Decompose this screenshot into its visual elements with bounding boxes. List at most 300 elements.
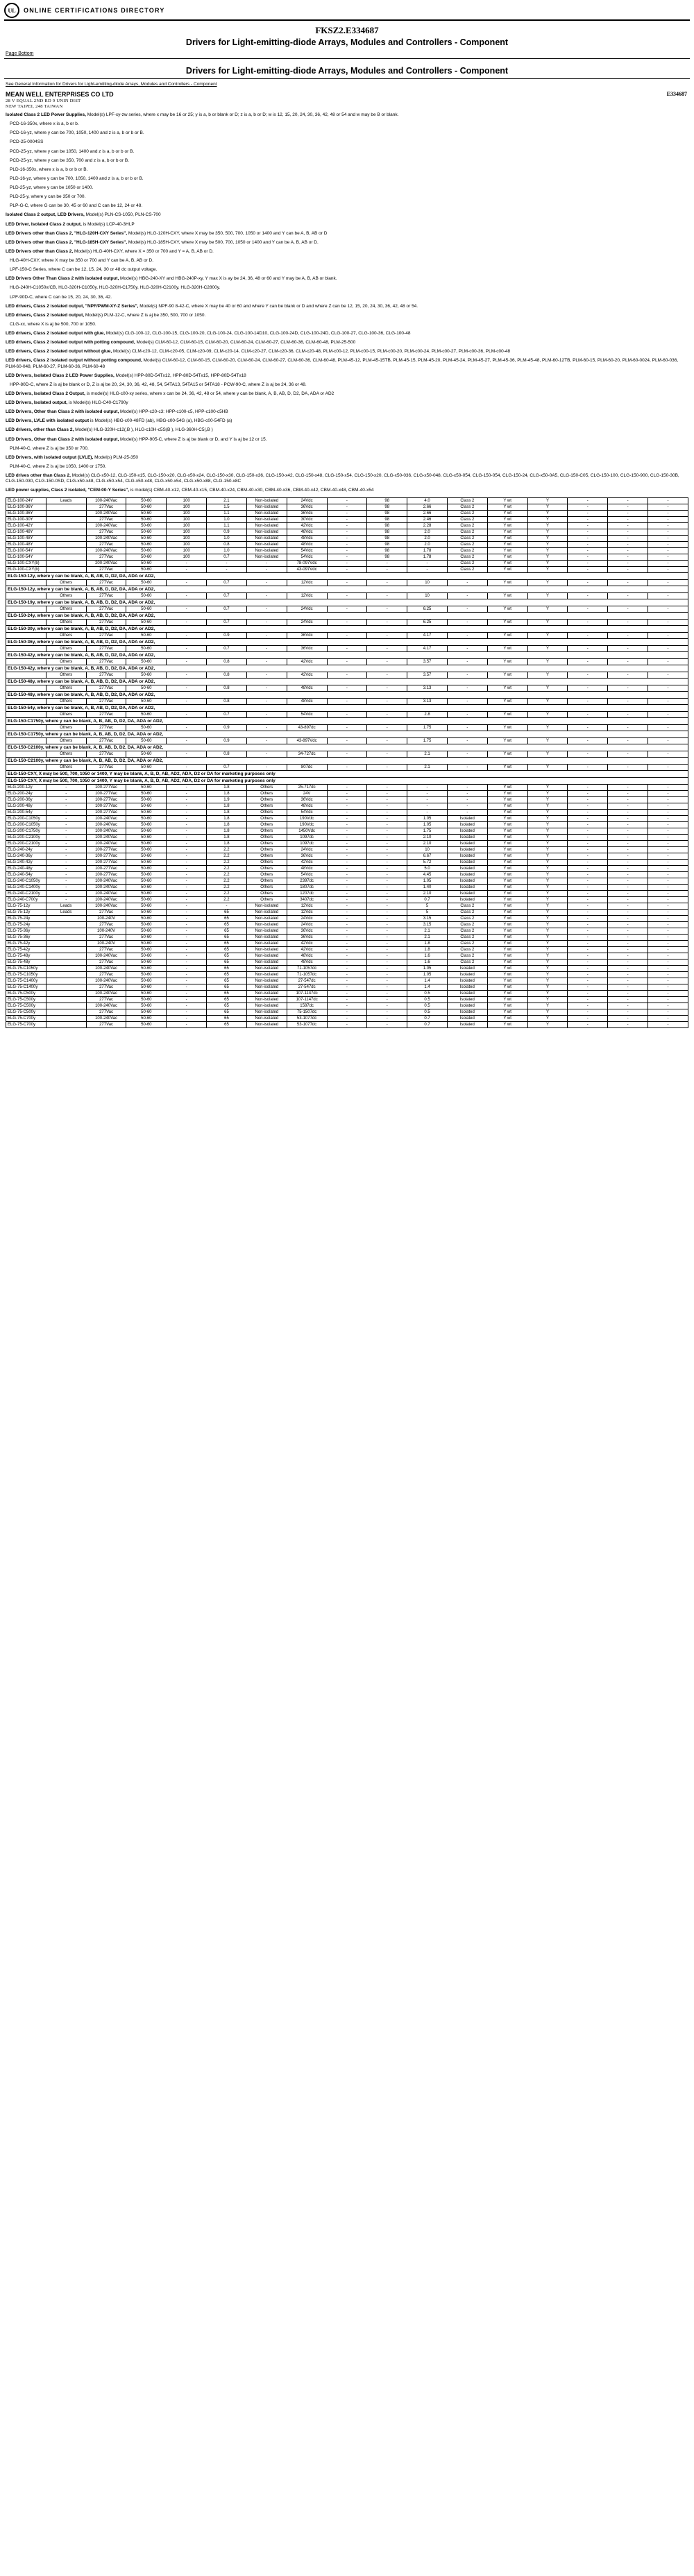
table-cell: 0.7 xyxy=(207,593,247,599)
table-row xyxy=(6,498,688,504)
table-cell: 50-60 xyxy=(126,941,167,947)
table-cell: - xyxy=(568,554,608,561)
table-cell: 2.10 xyxy=(407,835,448,841)
table-cell: 50-60 xyxy=(126,841,167,847)
table-cell: - xyxy=(246,685,287,692)
table-cell: Non-isolated xyxy=(246,997,287,1003)
table-cell: 3.15 xyxy=(407,916,448,922)
table-cell: Others xyxy=(246,897,287,903)
table-row xyxy=(6,928,688,935)
table-cell: - xyxy=(648,991,688,997)
model-name-cell: ELG-75-24y xyxy=(6,916,46,922)
table-cell: - xyxy=(167,953,207,959)
table-cell: Non-isolated xyxy=(246,941,287,947)
table-cell: 65 xyxy=(207,935,247,941)
table-cell: - xyxy=(327,646,367,652)
table-cell: - xyxy=(167,891,207,897)
table-cell: 50-60 xyxy=(126,872,167,878)
model-name-cell: ELG-100-54Y xyxy=(6,554,46,561)
model-name-cell xyxy=(6,659,46,665)
table-cell: - xyxy=(327,672,367,679)
description-paragraph: Isolated Class 2 LED Power Supplies, Model(s) LPF-xy-zw series, where x may be 16 or 25; y is a, b or blank or D; z is a, b or D; w is 12, 15, 20, 24, 30, 36, 42, 48 or 54 and w may be B or blank. xyxy=(6,112,399,117)
table-cell: - xyxy=(648,554,688,561)
table-cell: 1.4 xyxy=(407,978,448,984)
table-cell: - xyxy=(568,922,608,928)
table-cell: Y wt xyxy=(487,816,527,822)
table-cell: Non-isolated xyxy=(246,548,287,554)
table-cell: 42Vdc xyxy=(287,523,327,529)
table-cell: 1807dc xyxy=(287,885,327,891)
table-cell: - xyxy=(568,841,608,847)
model-name-cell xyxy=(6,712,46,718)
table-cell: 24Vdc xyxy=(287,922,327,928)
table-cell: 1.78 xyxy=(407,548,448,554)
table-cell: - xyxy=(608,633,648,639)
table-cell: 42Vdc xyxy=(287,672,327,679)
table-cell: - xyxy=(46,847,86,853)
table-cell: - xyxy=(367,751,407,758)
table-cell: 50-60 xyxy=(126,685,167,692)
table-row xyxy=(6,561,688,567)
table-cell: - xyxy=(327,853,367,860)
table-cell: Y xyxy=(527,966,568,972)
table-cell: 50-60 xyxy=(126,897,167,903)
table-cell: 100-240V xyxy=(86,928,126,935)
table-cell: 277Vac xyxy=(86,1009,126,1016)
table-section-label: ELG-150-CXY, X may be 500, 700, 1050 or 1400, Y may be blank, A, B, D, AB, AD2, ADA, D2 or DA for marketing purposes only xyxy=(6,778,688,785)
table-row xyxy=(6,554,688,561)
model-name-cell xyxy=(6,765,46,771)
table-cell: Y xyxy=(527,935,568,941)
table-cell: - xyxy=(327,835,367,841)
table-cell: 277Vac xyxy=(86,1022,126,1028)
page-bottom-link[interactable]: Page Bottom xyxy=(6,51,34,56)
table-cell: - xyxy=(167,765,207,771)
table-cell: 53-1077dc xyxy=(287,1022,327,1028)
table-cell: - xyxy=(367,991,407,997)
table-cell: - xyxy=(327,878,367,885)
table-cell: - xyxy=(167,997,207,1003)
table-cell: - xyxy=(648,903,688,910)
model-name-cell: ELG-75-C1050y xyxy=(6,972,46,978)
table-cell: 807dc xyxy=(287,765,327,771)
table-cell: - xyxy=(608,554,648,561)
table-cell: Non-isolated xyxy=(246,529,287,536)
model-name-cell: ELG-200-24y xyxy=(6,791,46,797)
table-cell: 50-60 xyxy=(126,910,167,916)
table-cell: Y xyxy=(527,866,568,872)
table-cell: 10 xyxy=(407,593,448,599)
table-cell: 100-240Vac xyxy=(86,835,126,841)
table-cell: Non-isolated xyxy=(246,523,287,529)
table-cell: Y wt xyxy=(487,872,527,878)
table-cell: 100-240Vac xyxy=(86,816,126,822)
description-paragraph: LPF-90D-C, where C can be 15, 20, 24, 30, 36, 42. xyxy=(10,294,112,300)
description-paragraph: PCD-25-yz, where y can be 1050, 1400 and z is a, b or b or B. xyxy=(10,148,135,154)
table-row xyxy=(6,941,688,947)
table-cell: - xyxy=(367,897,407,903)
table-cell: - xyxy=(568,511,608,517)
model-name-cell: ELG-240-C1400y xyxy=(6,885,46,891)
table-cell: Y xyxy=(527,860,568,866)
table-row xyxy=(6,672,688,679)
table-cell: - xyxy=(568,725,608,731)
table-cell: Y wt xyxy=(487,548,527,554)
table-cell: - xyxy=(246,620,287,626)
table-cell: Y xyxy=(527,672,568,679)
table-cell: 2.2 xyxy=(207,866,247,872)
table-cell xyxy=(46,536,86,542)
table-cell: 277Vac xyxy=(86,659,126,665)
table-cell: 98 xyxy=(367,529,407,536)
table-cell: - xyxy=(367,816,407,822)
table-cell: Y xyxy=(527,910,568,916)
table-cell: - xyxy=(246,751,287,758)
table-cell: Non-isolated xyxy=(246,991,287,997)
table-cell: 2.10 xyxy=(407,891,448,897)
table-cell: 50-60 xyxy=(126,659,167,665)
table-cell: Others xyxy=(246,866,287,872)
table-cell xyxy=(46,1009,86,1016)
table-cell: - xyxy=(608,593,648,599)
table-cell: Y wt xyxy=(487,878,527,885)
table-cell: 50-60 xyxy=(126,991,167,997)
model-name-cell: ELG-75-C1050y xyxy=(6,966,46,972)
table-cell: 100 xyxy=(167,554,207,561)
table-cell: - xyxy=(608,725,648,731)
table-cell: 42Vdc xyxy=(287,860,327,866)
table-cell: - xyxy=(568,567,608,573)
table-cell: - xyxy=(608,548,648,554)
table-cell: - xyxy=(327,751,367,758)
table-cell: - xyxy=(367,1016,407,1022)
table-cell: 100-277Vac xyxy=(86,791,126,797)
table-cell: Y wt xyxy=(487,828,527,835)
table-cell: 2.46 xyxy=(407,517,448,523)
table-cell: - xyxy=(327,916,367,922)
table-cell: - xyxy=(648,885,688,891)
table-cell: - xyxy=(568,620,608,626)
table-cell: 2.66 xyxy=(407,511,448,517)
table-cell: 1.8 xyxy=(207,841,247,847)
table-cell: Y xyxy=(527,841,568,847)
table-cell: - xyxy=(568,791,608,797)
description-paragraph: PCD-16-yz, where y can be 700, 1050, 1400 and z is a, b or b or B. xyxy=(10,130,144,136)
table-cell: - xyxy=(608,1003,648,1009)
table-cell: 50-60 xyxy=(126,567,167,573)
table-cell: Y wt xyxy=(487,972,527,978)
table-cell: 50-60 xyxy=(126,1003,167,1009)
table-cell: - xyxy=(447,646,487,652)
table-cell: 277Vac xyxy=(86,947,126,953)
table-cell: - xyxy=(608,984,648,991)
table-cell: 36Vdc xyxy=(287,935,327,941)
model-name-cell: ELG-100-CXY(b) xyxy=(6,561,46,567)
table-cell: - xyxy=(608,972,648,978)
description-paragraph: LED Drivers, with isolated output (LVLE), Model(s) PLM-25-350 xyxy=(6,454,138,460)
table-cell: - xyxy=(608,606,648,613)
table-section-label: ELG-150-12y, where y can be blank, A, B, AB, D, D2, DA, ADA or AD2, xyxy=(6,573,688,580)
table-cell: Y xyxy=(527,554,568,561)
table-cell: - xyxy=(327,606,367,613)
table-cell: 277Vac xyxy=(86,606,126,613)
table-cell xyxy=(46,523,86,529)
table-cell: 65 xyxy=(207,1022,247,1028)
table-cell: Y wt xyxy=(487,620,527,626)
table-cell: Others xyxy=(246,847,287,853)
table-cell: 0.7 xyxy=(207,620,247,626)
table-cell: Class 2 xyxy=(447,959,487,966)
table-cell: 53-1077dc xyxy=(287,1016,327,1022)
model-name-cell: ELG-200-C1050y xyxy=(6,822,46,828)
table-cell: 1.05 xyxy=(407,878,448,885)
model-name-cell: ELG-75-24y xyxy=(6,922,46,928)
table-cell: 98 xyxy=(367,536,407,542)
table-cell: - xyxy=(608,953,648,959)
table-cell: 24Vdc xyxy=(287,916,327,922)
description-paragraph: LED Drivers, Other than Class 2 with isolated output, Model(s) HPP-c20-c3: HPP-c100-c5, HPP-c100-c5HB xyxy=(6,409,228,415)
table-cell: Y xyxy=(527,685,568,692)
table-cell: - xyxy=(648,580,688,586)
table-cell: 65 xyxy=(207,959,247,966)
table-cell: - xyxy=(367,561,407,567)
table-cell: Y xyxy=(527,828,568,835)
description-paragraph: LED drivers, Class 2 isolated output, "NPF/PWM-XY-Z Series", Model(s) NPF-90 8-42-C, where X may be 40 or 60 and where Y can be blank or D and where Z can be 12, 15, 20, 24, 30, 36, 42, 48 or 54. xyxy=(6,303,418,309)
table-cell: - xyxy=(568,991,608,997)
table-row xyxy=(6,548,688,554)
table-cell: 3407dc xyxy=(287,897,327,903)
table-cell: Non-isolated xyxy=(246,966,287,972)
table-cell: - xyxy=(568,966,608,972)
table-cell: 24Vdc xyxy=(287,847,327,853)
company-address-line2: NEW TAIPEI, 248 TAIWAN xyxy=(6,104,63,109)
table-section-row xyxy=(6,778,688,785)
table-section-label: ELG-150-24y, where y can be blank, A, B, AB, D, D2, DA, ADA or AD2, xyxy=(6,613,688,620)
table-cell: Y wt xyxy=(487,633,527,639)
table-cell: - xyxy=(608,828,648,835)
table-cell: - xyxy=(568,498,608,504)
table-cell: - xyxy=(568,928,608,935)
table-cell: - xyxy=(648,816,688,822)
table-cell: 100-240Vac xyxy=(86,548,126,554)
description-paragraph: PLD-25-yz, where y can be 1050 or 1400. xyxy=(10,185,94,190)
model-name-cell: ELG-75-36y xyxy=(6,928,46,935)
table-cell: - xyxy=(608,866,648,872)
model-name-cell: ELG-100-54Y xyxy=(6,548,46,554)
table-cell: 48Vdc xyxy=(287,685,327,692)
table-cell: 2.66 xyxy=(407,504,448,511)
description-paragraph: HLG-40H-CXY, where X may be 350 or 700 and Y can be A, B, AB or D. xyxy=(10,258,154,263)
table-cell: Others xyxy=(246,828,287,835)
table-cell: 50-60 xyxy=(126,712,167,718)
table-cell: - xyxy=(367,699,407,705)
table-cell: Non-isolated xyxy=(246,1009,287,1016)
table-cell: Non-isolated xyxy=(246,922,287,928)
table-cell: Y wt xyxy=(487,738,527,744)
table-row xyxy=(6,803,688,810)
table-cell: Y xyxy=(527,972,568,978)
table-cell: 277Vac xyxy=(86,504,126,511)
table-row xyxy=(6,542,688,548)
table-cell: 50-60 xyxy=(126,1022,167,1028)
table-cell: - xyxy=(568,978,608,984)
model-name-cell: ELG-200-C1050y xyxy=(6,816,46,822)
table-cell: - xyxy=(327,699,367,705)
table-cell: - xyxy=(648,725,688,731)
table-cell: - xyxy=(648,567,688,573)
table-cell: Y xyxy=(527,922,568,928)
table-cell: 50-60 xyxy=(126,542,167,548)
table-cell: Y xyxy=(527,928,568,935)
table-cell: - xyxy=(367,791,407,797)
description-paragraph: LED drivers, other than Class 2, Model(s) HLG-320H-c12(,B ), HLG-c10H-c5S(B ), HLG-360H-C5(,B ) xyxy=(6,427,213,433)
table-cell: 6.67 xyxy=(407,853,448,860)
table-cell: - xyxy=(568,699,608,705)
table-cell xyxy=(46,916,86,922)
table-cell: 48Vdc xyxy=(287,866,327,872)
table-cell: Y xyxy=(527,803,568,810)
table-cell: 3.13 xyxy=(407,699,448,705)
table-cell: 100-240Vac xyxy=(86,991,126,997)
table-cell: Others xyxy=(46,712,86,718)
table-cell: 2.1 xyxy=(407,765,448,771)
table-cell: 36Vdc xyxy=(287,511,327,517)
table-cell: 0.7 xyxy=(207,765,247,771)
table-cell: 98 xyxy=(367,542,407,548)
table-cell: - xyxy=(447,712,487,718)
table-cell: 3.57 xyxy=(407,659,448,665)
table-cell: - xyxy=(167,978,207,984)
table-cell: Non-isolated xyxy=(246,916,287,922)
table-cell: Leads xyxy=(46,910,86,916)
table-cell: 0.7 xyxy=(207,580,247,586)
table-cell: - xyxy=(447,633,487,639)
table-cell: - xyxy=(167,791,207,797)
table-cell: Non-isolated xyxy=(246,554,287,561)
table-cell: 50-60 xyxy=(126,997,167,1003)
table-cell: 1.05 xyxy=(407,816,448,822)
table-cell: Non-isolated xyxy=(246,1022,287,1028)
table-section-label: ELG-150-48y, where y can be blank, A, B, AB, D, D2, DA, ADA or AD2, xyxy=(6,692,688,699)
table-cell: - xyxy=(367,903,407,910)
table-cell: - xyxy=(246,699,287,705)
table-row xyxy=(6,536,688,542)
table-cell: - xyxy=(167,903,207,910)
table-cell: - xyxy=(447,580,487,586)
table-cell: 107-1147dc xyxy=(287,991,327,997)
table-cell: 12Vdc xyxy=(287,903,327,910)
table-cell: - xyxy=(327,941,367,947)
table-cell: Y xyxy=(527,523,568,529)
table-cell: - xyxy=(246,567,287,573)
table-cell: Y wt xyxy=(487,765,527,771)
table-cell: 65 xyxy=(207,941,247,947)
paragraph-lead: LED Drivers, Isolated output, xyxy=(6,400,68,405)
table-cell: 277Vac xyxy=(86,910,126,916)
table-cell: - xyxy=(327,1009,367,1016)
table-cell: - xyxy=(367,1003,407,1009)
table-cell: Y xyxy=(527,878,568,885)
table-cell: - xyxy=(327,959,367,966)
table-cell: 0.7 xyxy=(207,606,247,613)
table-cell: 5 xyxy=(407,910,448,916)
table-section-row xyxy=(6,771,688,778)
table-cell: - xyxy=(367,725,407,731)
table-cell: 2.10 xyxy=(407,841,448,847)
table-cell: - xyxy=(447,765,487,771)
table-cell: 1097dc xyxy=(287,841,327,847)
table-cell: 0.9 xyxy=(207,529,247,536)
table-cell: 100-240Vac xyxy=(86,978,126,984)
company-block xyxy=(0,91,694,109)
table-cell: - xyxy=(648,504,688,511)
table-cell: - xyxy=(46,853,86,860)
table-cell: - xyxy=(447,699,487,705)
table-cell: - xyxy=(246,672,287,679)
model-name-cell: ELG-75-C500y xyxy=(6,997,46,1003)
table-cell: - xyxy=(327,712,367,718)
model-name-cell xyxy=(6,751,46,758)
table-row xyxy=(6,853,688,860)
table-cell: 48Vdc xyxy=(287,959,327,966)
table-cell: - xyxy=(568,751,608,758)
table-cell: Y wt xyxy=(487,803,527,810)
table-cell: - xyxy=(608,738,648,744)
table-cell: 50-60 xyxy=(126,853,167,860)
table-cell: 100-240Vac xyxy=(86,498,126,504)
table-cell: - xyxy=(608,646,648,652)
table-cell: Y xyxy=(527,620,568,626)
table-cell: 50-60 xyxy=(126,885,167,891)
table-cell: - xyxy=(648,978,688,984)
table-cell: Others xyxy=(46,606,86,613)
table-cell: - xyxy=(568,504,608,511)
model-name-cell xyxy=(6,606,46,613)
table-cell: - xyxy=(648,536,688,542)
table-cell: Y xyxy=(527,765,568,771)
table-cell: - xyxy=(648,738,688,744)
table-section-label: ELG-150-30y, where y can be blank, A, B, AB, D, D2, DA, ADA or AD2, xyxy=(6,626,688,633)
table-cell: - xyxy=(167,646,207,652)
table-cell: - xyxy=(167,593,207,599)
table-cell: - xyxy=(327,517,367,523)
table-cell: 4.17 xyxy=(407,646,448,652)
table-cell: Y wt xyxy=(487,841,527,847)
model-name-cell: ELG-75-C500y xyxy=(6,1009,46,1016)
table-cell: - xyxy=(367,978,407,984)
table-cell: 50-60 xyxy=(126,891,167,897)
table-cell: - xyxy=(167,797,207,803)
see-also-link[interactable]: See General Information for Drivers for Light-emitting-diode Arrays, Modules and Controllers - Component xyxy=(6,82,217,87)
table-cell: Class 2 xyxy=(447,542,487,548)
table-cell: - xyxy=(367,633,407,639)
table-cell: - xyxy=(367,738,407,744)
table-cell: 50-60 xyxy=(126,593,167,599)
table-cell: - xyxy=(246,725,287,731)
table-cell: 0.8 xyxy=(207,699,247,705)
table-cell: - xyxy=(407,810,448,816)
table-cell: Class 2 xyxy=(447,947,487,953)
table-cell: Y wt xyxy=(487,725,527,731)
table-cell: Y xyxy=(527,947,568,953)
table-cell: - xyxy=(568,672,608,679)
table-cell: 100-240Vac xyxy=(86,523,126,529)
model-name-cell xyxy=(6,633,46,639)
table-cell: 50-60 xyxy=(126,828,167,835)
table-cell: - xyxy=(608,529,648,536)
table-cell: - xyxy=(648,835,688,841)
table-cell: - xyxy=(648,966,688,972)
